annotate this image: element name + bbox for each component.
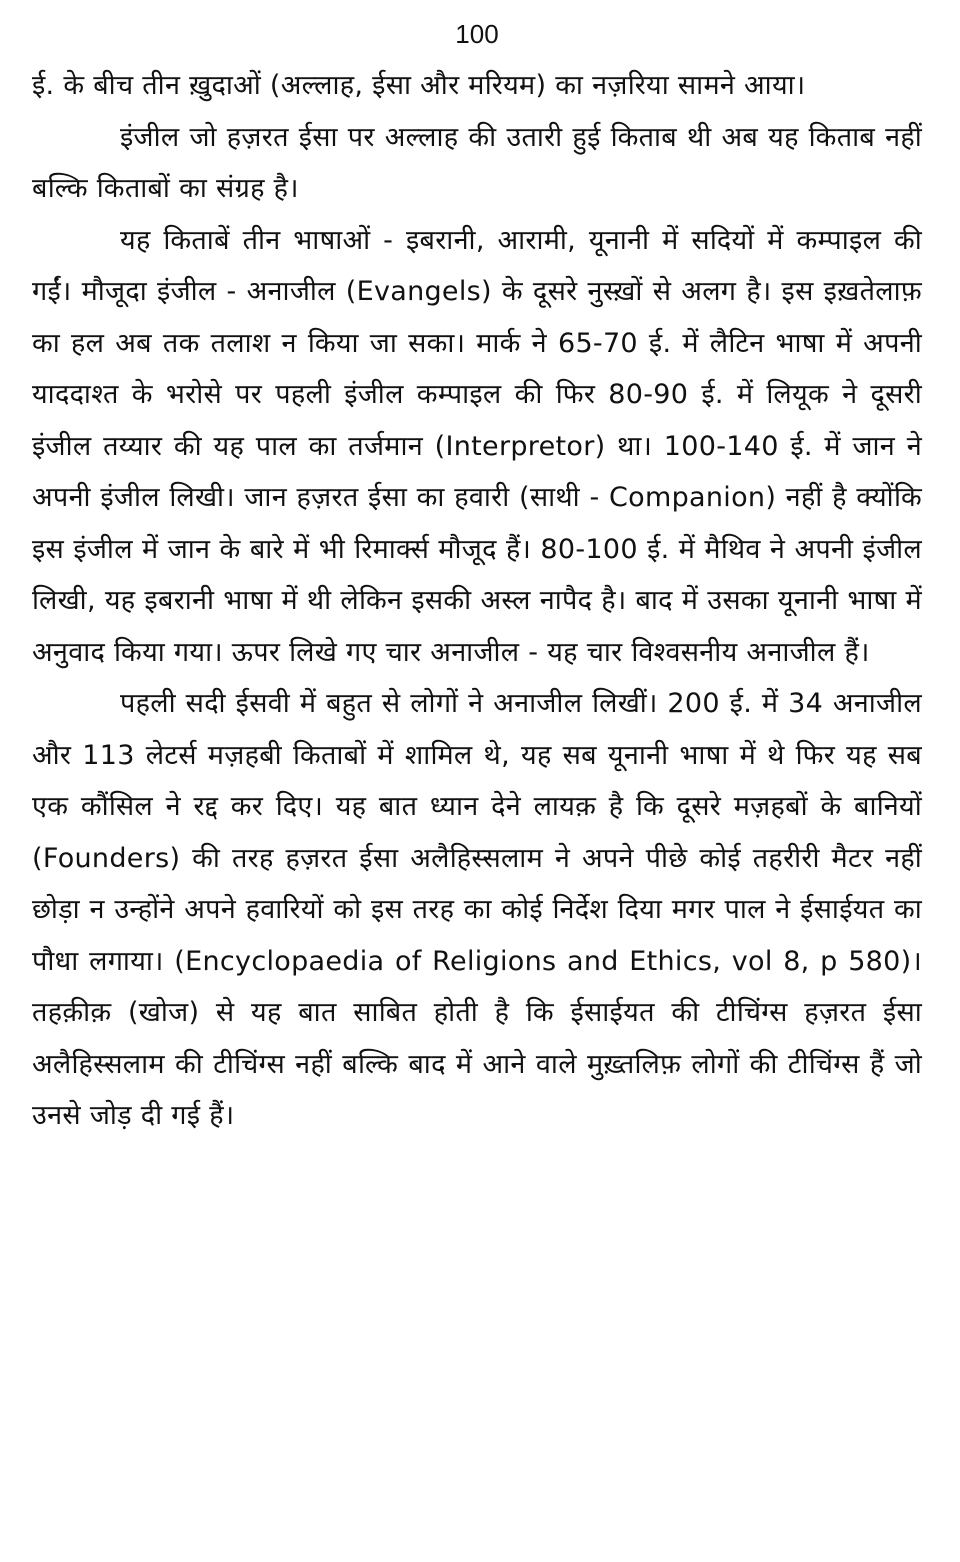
paragraph-languages: यह किताबें तीन भाषाओं - इबरानी, आरामी, यूनानी में सदियों में कम्पाइल की गईं। मौजूदा इंजील - अनाजील (Evangels) के दूसरे नुस्ख़ों से अलग है। इस इख़तेलाफ़ का हल अब तक तलाश न किया जा सका। मार्क ने 65-70 ई. में लैटिन भाषा में अपनी याददाश्त के भरोसे पर पहली इंजील कम्पाइल की फिर 80-90 ई. में लियूक ने दूसरी इंजील तय्यार की यह पाल का तर्जमान (Interpretor) था। 100-140 ई. में जान ने अपनी इंजील लिखी। जान हज़रत ईसा का हवारी (साथी - Companion) नहीं है क्योंकि इस इंजील में जान के बारे में भी रिमार्क्स मौजूद हैं। 80-100 ई. में मैथिव ने अपनी इंजील लिखी, यह इबरानी भाषा में थी लेकिन इसकी अस्ल नापैद है। बाद में उसका यूनानी भाषा में अनुवाद किया गया। ऊपर लिखे गए चार अनाजील - यह चार विश्वसनीय अनाजील हैं।	[32, 224, 922, 668]
paragraph-continuation: ई. के बीच तीन ख़ुदाओं (अल्लाह, ईसा और मरियम) का नज़रिया सामने आया।	[32, 70, 806, 101]
body-text	[32, 60, 922, 1142]
paragraph-injeel: इंजील जो हज़रत ईसा पर अल्लाह की उतारी हुई किताब थी अब यह किताब नहीं बल्कि किताबों का संग्रह है।	[32, 121, 922, 204]
page-number: 100	[455, 19, 499, 49]
paragraph-first-century: पहली सदी ईसवी में बहुत से लोगों ने अनाजील लिखीं। 200 ई. में 34 अनाजील और 113 लेटर्स मज़हबी किताबों में शामिल थे, यह सब यूनानी भाषा में थे फिर यह सब एक कौंसिल ने रद्द कर दिए। यह बात ध्यान देने लायक़ है कि दूसरे मज़हबों के बानियों (Founders) की तरह हज़रत ईसा अलैहिस्सलाम ने अपने पीछे कोई तहरीरी मैटर नहीं छोड़ा न उन्होंने अपने हवारियों को इस तरह का कोई निर्देश दिया मगर पाल ने ईसाईयत का पौधा लगाया। (Encyclopaedia of Religions and Ethics, vol 8, p 580)। तहक़ीक़ (खोज) से यह बात साबित होती है कि ईसाईयत की टीचिंग्स हज़रत ईसा अलैहिस्सलाम की टीचिंग्स नहीं बल्कि बाद में आने वाले मुख़्तलिफ़ लोगों की टीचिंग्स हैं जो उनसे जोड़ दी गई हैं।	[32, 688, 922, 1131]
